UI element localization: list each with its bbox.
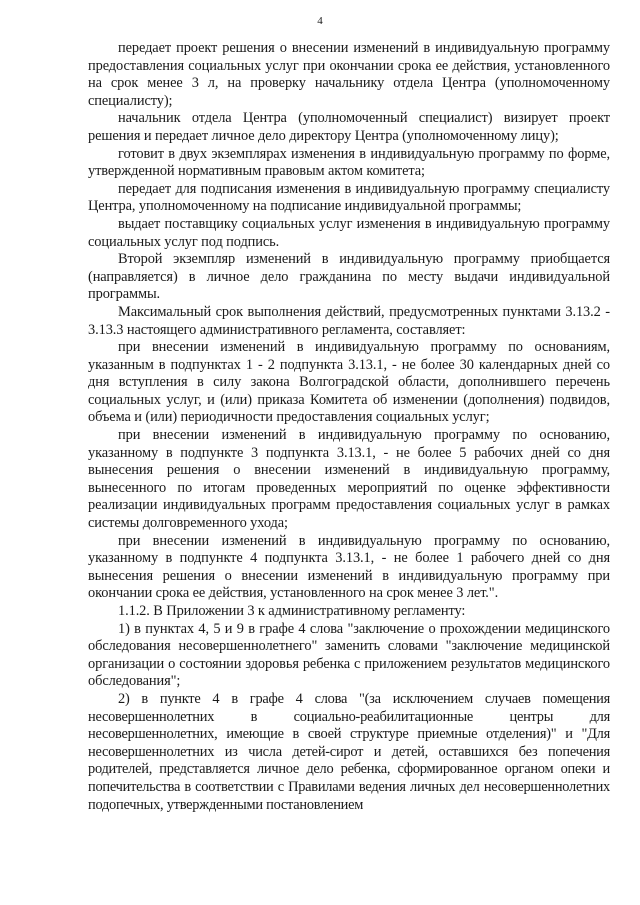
paragraph: Максимальный срок выполнения действий, предусмотренных пунктами 3.13.2 - 3.13.3 настоящего административного регламента, составляет: — [88, 303, 610, 338]
paragraph: передает проект решения о внесении изменений в индивидуальную программу предоставления социальных услуг при окончании срока ее действия, установленного на срок менее 3 л, на проверку начальнику отдела Центра (уполномоченному специалисту); — [88, 40, 610, 109]
paragraph: при внесении изменений в индивидуальную программу по основаниям, указанным в подпунктах 1 - 2 подпункта 3.13.1, - не более 30 календарных дней со дня вступления в силу закона Волгоградской области, дополнившего перечень социальных услуг, и (или) приказа Комитета об изменении (дополнения) подвидов, объема и (или) периодичности предоставления социальных услуг; — [88, 339, 610, 426]
paragraph: готовит в двух экземплярах изменения в индивидуальную программу по форме, утвержденной нормативным правовым актом комитета; — [88, 145, 610, 180]
document-body — [88, 40, 610, 814]
paragraph: Второй экземпляр изменений в индивидуальную программу приобщается (направляется) в личное дело гражданина по месту выдачи индивидуальной программы. — [88, 251, 610, 303]
paragraph: при внесении изменений в индивидуальную программу по основанию, указанному в подпункте 4 подпункта 3.13.1, - не более 1 рабочего дней со дня вынесения решения о внесении изменений в индивидуальную программу при окончании срока ее действия, установленного на срок менее 3 лет.". — [88, 532, 610, 602]
paragraph: выдает поставщику социальных услуг изменения в индивидуальную программу социальных услуг под подпись. — [88, 215, 610, 250]
paragraph: при внесении изменений в индивидуальную программу по основанию, указанному в подпункте 3 подпункта 3.13.1, - не более 5 рабочих дней со дня вынесения решения о внесении изменений в индивидуальную программу, вынесенного по итогам проведенных мероприятий по оценке эффективности реализации индивидуальных программ предоставления социальных услуг в рамках системы долговременного ухода; — [88, 427, 610, 532]
paragraph: 1) в пунктах 4, 5 и 9 в графе 4 слова "заключение о прохождении медицинского обследования несовершеннолетнего" заменить словами "заключение медицинской организации о состоянии здоровья ребенка с приложением результатов медицинского обследования"; — [88, 620, 610, 690]
paragraph: передает для подписания изменения в индивидуальную программу специалисту Центра, уполномоченному на подписание индивидуальной программы; — [88, 180, 610, 215]
paragraph: 1.1.2. В Приложении 3 к административному регламенту: — [118, 603, 466, 619]
paragraph: начальник отдела Центра (уполномоченный специалист) визирует проект решения и передает личное дело директору Центра (уполномоченному лицу); — [88, 110, 610, 144]
paragraph: 2) в пункте 4 в графе 4 слова "(за исключением случаев помещения несовершеннолетних в социально-реабилитационные центры для несовершеннолетних, имеющие в своей структуре приемные отделения)" и "Для несовершеннолетних из числа детей-сирот и детей, оставшихся без попечения родителей, представляется личное дело ребенка, сформированное органом опеки и попечительства в соответствии с Правилами ведения личных дел несовершеннолетних подопечных, утвержденными постановлением — [88, 690, 610, 813]
page-number: 4 — [317, 15, 323, 27]
